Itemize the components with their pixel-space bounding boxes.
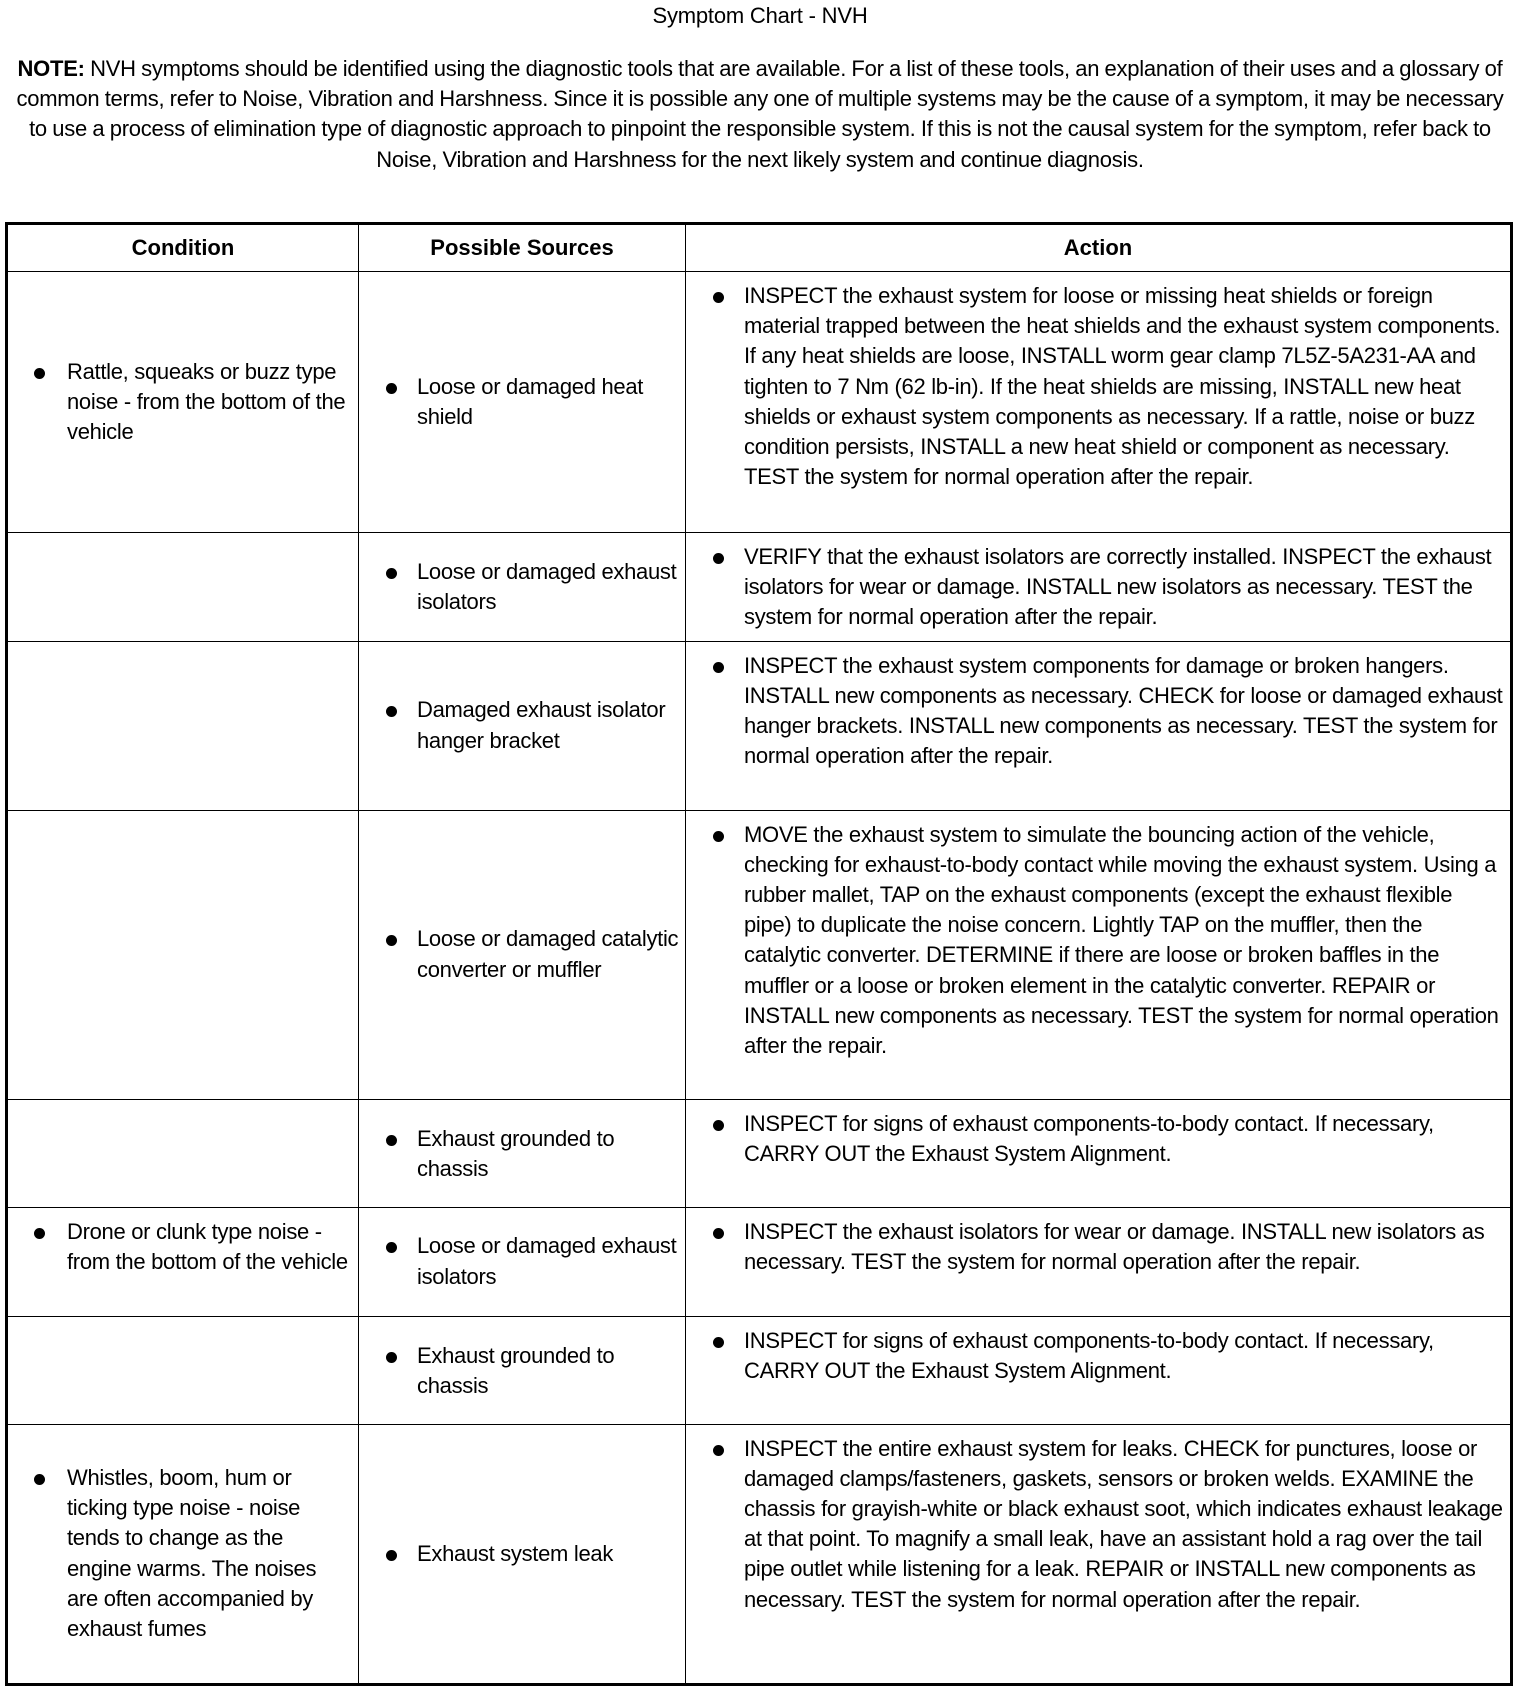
action-cell	[686, 533, 1512, 642]
condition-text: Drone or clunk type noise - from the bottom of the vehicle	[67, 1218, 348, 1274]
table-row	[7, 1316, 1512, 1424]
bullet-icon	[713, 662, 724, 673]
action-cell	[686, 1207, 1512, 1316]
condition-text: Rattle, squeaks or buzz type noise - from the bottom of the vehicle	[67, 358, 346, 445]
bullet-icon	[713, 1228, 724, 1239]
bullet-icon	[386, 383, 397, 394]
action-cell	[686, 1316, 1512, 1424]
bullet-icon	[386, 1352, 397, 1363]
table-row	[7, 1424, 1512, 1684]
condition-cell-empty	[7, 641, 359, 810]
table-row	[7, 533, 1512, 642]
source-text: Exhaust system leak	[417, 1540, 614, 1566]
action-item	[686, 651, 1510, 772]
action-text: INSPECT the exhaust system for loose or missing heat shields or foreign material trapped between the heat shields and the exhaust system components. If any heat shields are loose, INSTALL worm gear clamp 7L5Z-5A231-AA and tighten to 7 Nm (62 lb-in). If the heat shields are missing, INSTALL new heat shields or exhaust system components as necessary. If a rattle, noise or buzz condition persists, INSTALL a new heat shield or component as necessary. TEST the system for normal operation after the repair.	[744, 283, 1501, 490]
symptom-chart-table	[5, 222, 1513, 1686]
action-item	[686, 542, 1510, 633]
table-row	[7, 810, 1512, 1099]
table-header-row	[7, 224, 1512, 272]
bullet-icon	[386, 935, 397, 946]
page-title: Symptom Chart - NVH	[652, 3, 868, 28]
bullet-icon	[34, 1228, 45, 1239]
source-cell	[359, 1424, 686, 1684]
action-cell	[686, 1099, 1512, 1207]
source-cell	[359, 272, 686, 533]
action-item	[686, 281, 1510, 492]
source-item	[359, 695, 685, 755]
action-cell	[686, 641, 1512, 810]
note-paragraph	[6, 54, 1514, 175]
condition-cell-empty	[7, 533, 359, 642]
action-item	[686, 1109, 1510, 1169]
note-text: NVH symptoms should be identified using the diagnostic tools that are available. For a list of these tools, an explanation of their uses and a glossary of common terms, refer to Noise, Vibration and Harshness. Since it is possible any one of multiple systems may be the cause of a symptom, it may be necessary to use a process of elimination type of diagnostic approach to pinpoint the responsible system. If this is not the causal system for the symptom, refer back to Noise, Vibration and Harshness for the next likely system and continue diagnosis.	[16, 56, 1504, 172]
condition-cell-empty	[7, 1099, 359, 1207]
bullet-icon	[713, 1337, 724, 1348]
action-text: INSPECT the exhaust system components for damage or broken hangers. INSTALL new components as necessary. CHECK for loose or damaged exhaust hanger brackets. INSTALL new components as necessary. TEST the system for normal operation after the repair.	[744, 652, 1503, 769]
condition-item	[8, 357, 358, 448]
bullet-icon	[386, 1242, 397, 1253]
action-text: INSPECT the exhaust isolators for wear or damage. INSTALL new isolators as necessary. TEST the system for normal operation after the repair.	[744, 1218, 1485, 1274]
table-row	[7, 272, 1512, 533]
action-cell	[686, 272, 1512, 533]
source-cell	[359, 1207, 686, 1316]
source-item	[359, 1231, 685, 1291]
condition-cell-empty	[7, 1316, 359, 1424]
source-cell	[359, 641, 686, 810]
source-text: Damaged exhaust isolator hanger bracket	[417, 697, 666, 753]
condition-text: Whistles, boom, hum or ticking type noise - noise tends to change as the engine warms. The noises are often accompanied by exhaust fumes	[67, 1465, 317, 1642]
source-text: Loose or damaged catalytic converter or muffler	[417, 926, 679, 982]
bullet-icon	[34, 1474, 45, 1485]
action-cell	[686, 810, 1512, 1099]
action-item	[686, 820, 1510, 1062]
action-text: INSPECT for signs of exhaust components-to-body contact. If necessary, CARRY OUT the Exhaust System Alignment.	[744, 1110, 1434, 1166]
source-cell	[359, 533, 686, 642]
bullet-icon	[713, 1120, 724, 1131]
bullet-icon	[386, 1550, 397, 1561]
source-item	[359, 372, 685, 432]
table-row	[7, 641, 1512, 810]
bullet-icon	[386, 568, 397, 579]
bullet-icon	[713, 1445, 724, 1456]
action-text: MOVE the exhaust system to simulate the bouncing action of the vehicle, checking for exhaust-to-body contact while moving the exhaust system. Using a rubber mallet, TAP on the exhaust components (except the exhaust flexible pipe) to duplicate the noise concern. Lightly TAP on the muffler, then the catalytic converter. DETERMINE if there are loose or broken baffles in the muffler or a loose or broken element in the catalytic converter. REPAIR or INSTALL new components as necessary. TEST the system for normal operation after the repair.	[744, 821, 1499, 1059]
source-item	[359, 557, 685, 617]
source-text: Loose or damaged exhaust isolators	[417, 1233, 677, 1289]
source-text: Loose or damaged exhaust isolators	[417, 558, 677, 614]
table-row	[7, 1099, 1512, 1207]
bullet-icon	[713, 553, 724, 564]
condition-cell	[7, 1424, 359, 1684]
source-cell	[359, 810, 686, 1099]
source-text: Loose or damaged heat shield	[417, 373, 644, 429]
condition-cell	[7, 1207, 359, 1316]
action-text: INSPECT for signs of exhaust components-to-body contact. If necessary, CARRY OUT the Exhaust System Alignment.	[744, 1327, 1434, 1383]
source-item	[359, 1124, 685, 1184]
action-item	[686, 1326, 1510, 1386]
source-item	[359, 1539, 685, 1569]
header-action: Action	[686, 224, 1512, 272]
condition-cell-empty	[7, 810, 359, 1099]
action-text: INSPECT the entire exhaust system for leaks. CHECK for punctures, loose or damaged clamps/fasteners, gaskets, sensors or broken welds. EXAMINE the chassis for grayish-white or black exhaust soot, which indicates exhaust leakage at that point. To magnify a small leak, have an assistant hold a rag over the tail pipe outlet while listening for a leak. REPAIR or INSTALL new components as necessary. TEST the system for normal operation after the repair.	[744, 1435, 1503, 1612]
bullet-icon	[386, 1135, 397, 1146]
source-cell	[359, 1316, 686, 1424]
bullet-icon	[713, 292, 724, 303]
condition-item	[8, 1217, 358, 1277]
source-item	[359, 924, 685, 984]
bullet-icon	[34, 368, 45, 379]
source-text: Exhaust grounded to chassis	[417, 1342, 615, 1398]
source-cell	[359, 1099, 686, 1207]
table-row	[7, 1207, 1512, 1316]
header-condition: Condition	[7, 224, 359, 272]
action-cell	[686, 1424, 1512, 1684]
bullet-icon	[713, 831, 724, 842]
header-possible-sources: Possible Sources	[359, 224, 686, 272]
action-text: VERIFY that the exhaust isolators are correctly installed. INSPECT the exhaust isolators for wear or damage. INSTALL new isolators as necessary. TEST the system for normal operation after the repair.	[744, 544, 1492, 630]
condition-cell	[7, 272, 359, 533]
note-label: NOTE:	[17, 56, 85, 81]
bullet-icon	[386, 706, 397, 717]
source-text: Exhaust grounded to chassis	[417, 1125, 615, 1181]
action-item	[686, 1217, 1510, 1277]
source-item	[359, 1341, 685, 1401]
condition-item	[8, 1463, 358, 1644]
action-item	[686, 1434, 1510, 1615]
